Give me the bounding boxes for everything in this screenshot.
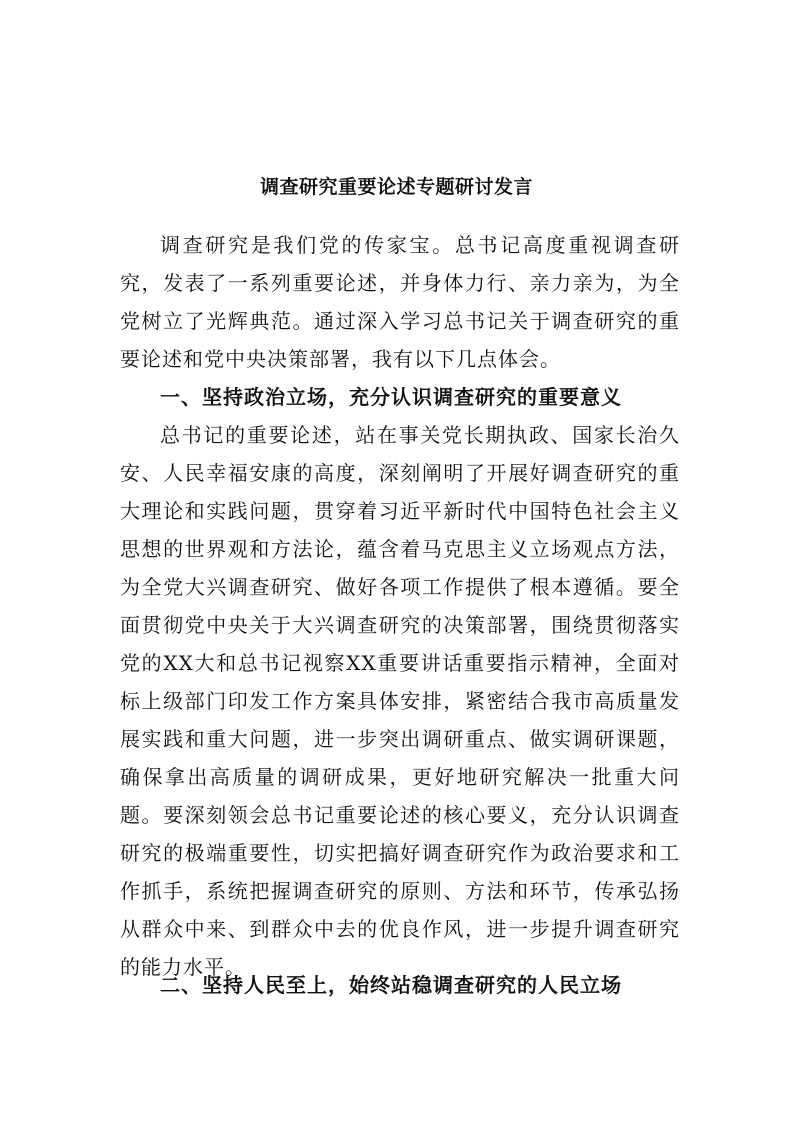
section-1-paragraph: 总书记的重要论述，站在事关党长期执政、国家长治久安、人民幸福安康的高度，深刻阐明了开展好调查研究的重大理论和实践问题，贯穿着习近平新时代中国特色社会主义思想的世界观和方法论，蕴含着马克思主义立场观点方法，为全党大兴调查研究、做好各项工作提供了根本遵循。要全面贯彻党中央关于大兴调查研究的决策部署，围绕贯彻落实党的XX大和总书记视察XX重要讲话重要指示精神，全面对标上级部门印发工作方案具体安排，紧密结合我市高质量发展实践和重大问题，进一步突出调研重点、做实调研课题，确保拿出高质量的调研成果，更好地研究解决一批重大问题。要深刻领会总书记重要论述的核心要义，充分认识调查研究的极端重要性，切实把搞好调查研究作为政治要求和工作抓手，系统把握调查研究的原则、方法和环节，传承弘扬从群众中来、到群众中去的优良作风，进一步提升调查研究的能力水平。 — [120, 423, 680, 979]
intro-paragraph: 调查研究是我们党的传家宝。总书记高度重视调查研究，发表了一系列重要论述，并身体力行、亲力亲为，为全党树立了光辉典范。通过深入学习总书记关于调查研究的重要论述和党中央决策部署，我有以下几点体会。 — [120, 233, 680, 371]
section-heading-2: 二、坚持人民至上，始终站稳调查研究的人民立场 — [160, 973, 622, 997]
document-title: 调查研究重要论述专题研讨发言 — [259, 176, 533, 198]
section-heading-1: 一、坚持政治立场，充分认识调查研究的重要意义 — [160, 385, 622, 409]
